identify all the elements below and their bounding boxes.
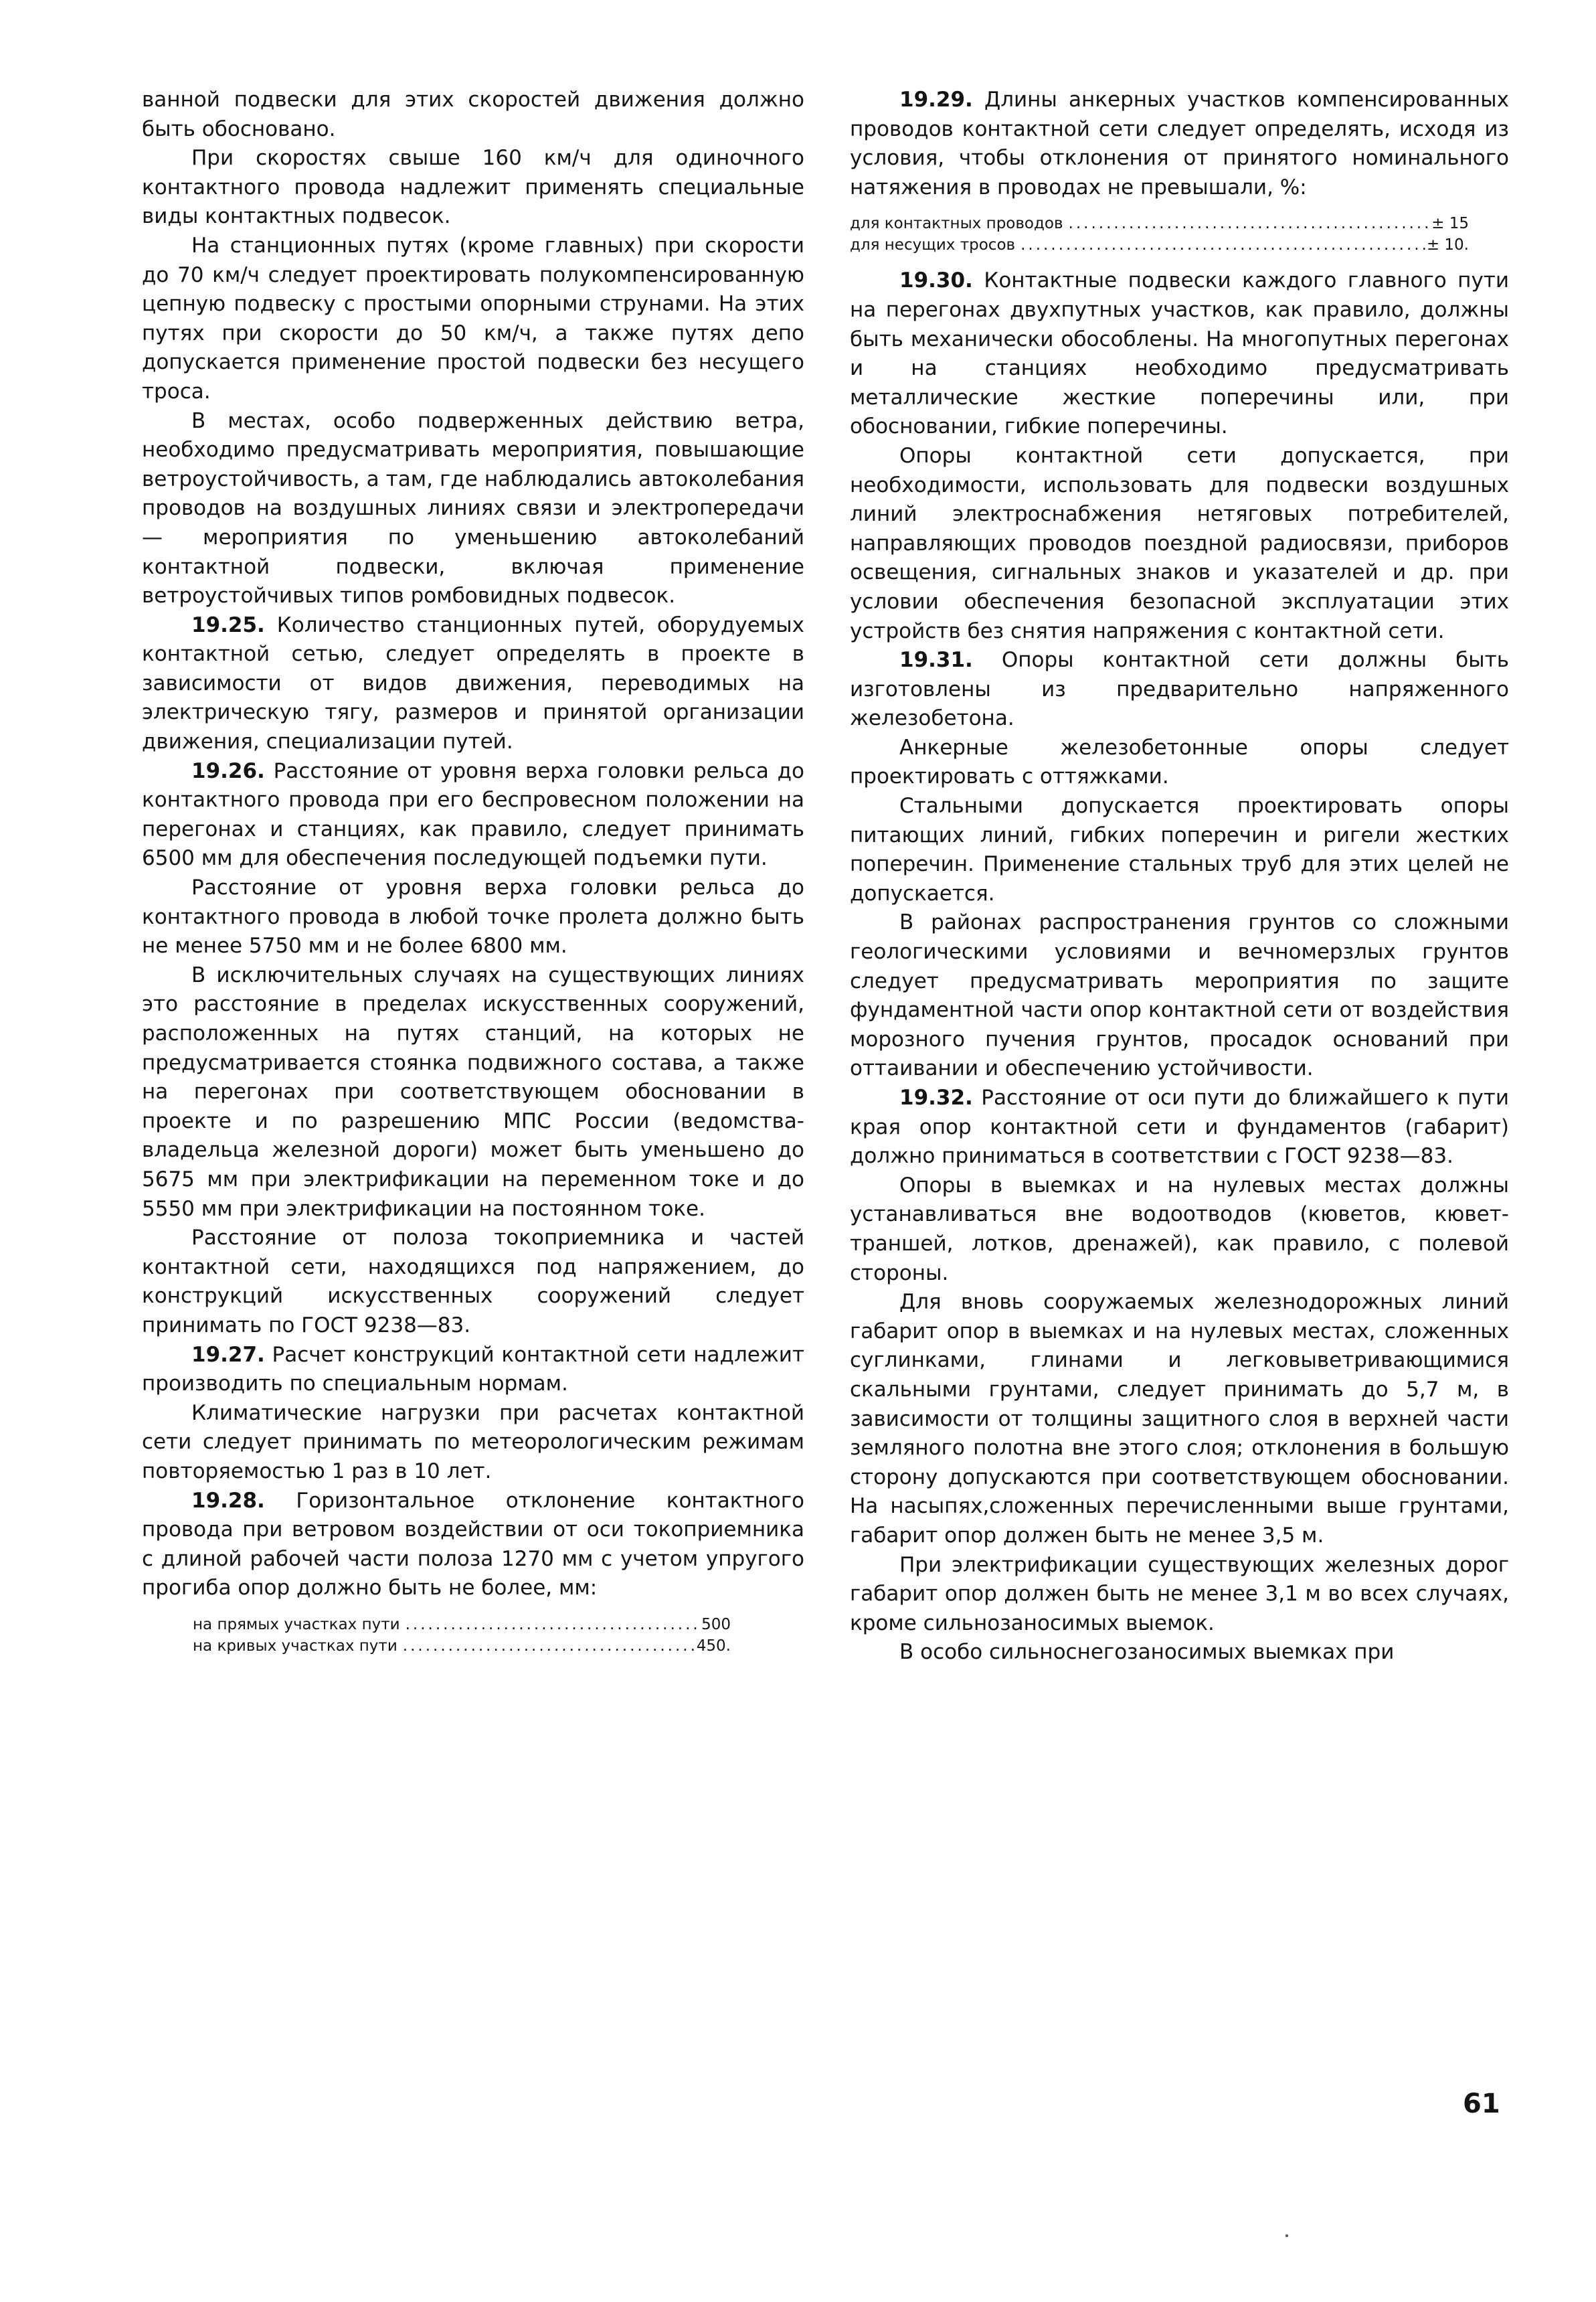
section-number: 19.25. — [191, 612, 265, 637]
leader-dots — [397, 1635, 697, 1657]
leader-value: 450. — [696, 1637, 731, 1655]
paragraph: Расстояние от полоза токоприемника и частей контактной сети, находящихся под напряжением, до конструкций искусственных сооружений следует принимать по ГОСТ 9238—83. — [142, 1226, 804, 1337]
leader-dots — [400, 1614, 702, 1635]
section-text: Расстояние от уровня верха головки рельса до контактного провода при его беспровесном положении на перегонах и станциях, как правило, следует принимать 6500 мм для обеспечения последующей подъемки пути. — [142, 758, 804, 871]
leader-dots — [1063, 213, 1432, 234]
section-number: 19.32. — [899, 1086, 973, 1110]
section-number: 19.26. — [191, 758, 265, 783]
paragraph: На станционных путях (кроме главных) при скорости до 70 км/ч следует проектировать полукомпенсированную цепную подвеску с простыми опорными струнами. На этих путях при скорости до 50 км/ч, а также путях депо допускается применение простой подвески без несущего троса. — [142, 233, 804, 404]
paragraph: При скоростях свыше 160 км/ч для одиночного контактного провода надлежит применять специальные виды контактных подвесок. — [142, 146, 804, 229]
leader-value: 500 — [701, 1615, 731, 1633]
section-number: 19.29. — [899, 88, 973, 112]
deflection-list — [193, 1614, 731, 1657]
section-number: 19.31. — [899, 648, 973, 673]
paragraph: ванной подвески для этих скоростей движения должно быть обосновано. — [142, 88, 804, 141]
section-19-29 — [850, 86, 1509, 202]
section-number: 19.28. — [191, 1488, 265, 1513]
leader-label: на кривых участках пути — [193, 1637, 397, 1655]
leader-dots — [1015, 234, 1427, 256]
leader-label: для контактных проводов — [850, 215, 1063, 233]
section-text: Контактные подвески каждого главного пути на перегонах двухпутных участков, как правило, должны быть механически обособлены. На многопутных перегонах и на станциях необходимо предусматривать металлические жесткие поперечины или, при обосновании, гибкие поперечины. — [850, 268, 1509, 439]
tension-list — [850, 213, 1469, 256]
leader-row — [193, 1635, 731, 1657]
section-19-26 — [142, 757, 804, 874]
paragraph: Анкерные железобетонные опоры следует проектировать с оттяжками. — [850, 735, 1509, 789]
section-number: 19.30. — [899, 268, 973, 293]
section-text: Расстояние от оси пути до ближайшего к пути края опор контактной сети и фундаментов (габарит) должно приниматься в соответствии с ГОСТ 9238—83. — [850, 1086, 1509, 1169]
paragraph: Стальными допускается проектировать опоры питающих линий, гибких поперечин и ригели жестких поперечин. Применение стальных труб для этих целей не допускается. — [850, 794, 1509, 906]
section-number: 19.27. — [191, 1342, 265, 1367]
leader-label: для несущих тросов — [850, 236, 1016, 254]
paragraph: Для вновь сооружаемых железнодорожных линий габарит опор в выемках и на нулевых местах, сложенных суглинками, глинами и легковыветривающимися скальными грунтами, следует принимать до 5,7 м, в зависимости от толщины защитного слоя в верхней части земляного полотна вне этого слоя; отклонения в большую сторону допускаются при соответствующем обосновании. На насыпях,сложенных перечисленными выше грунтами, габарит опор должен быть не менее 3,5 м. — [850, 1290, 1509, 1548]
paragraph: Климатические нагрузки при расчетах контактной сети следует принимать по метеорологическим режимам повторяемостью 1 раз в 10 лет. — [142, 1400, 804, 1483]
leader-value: ± 10. — [1426, 236, 1469, 254]
paragraph: При электрификации существующих железных дорог габарит опор должен быть не менее 3,1 м во всех случаях, кроме сильнозаносимых выемок. — [850, 1552, 1509, 1635]
paragraph: В местах, особо подверженных действию ветра, необходимо предусматривать мероприятия, повышающие ветроустойчивость, а там, где наблюдались автоколебания проводов на воздушных линиях связи и электропередачи — мероприятия по уменьшению автоколебаний контактной подвески, включая применение ветроустойчивых типов ромбовидных подвесок. — [142, 408, 804, 608]
page-number: 61 — [1463, 2088, 1500, 2119]
leader-value: ± 15 — [1431, 215, 1469, 233]
leader-row — [193, 1614, 731, 1635]
section-19-28 — [142, 1487, 804, 1603]
section-19-30 — [850, 266, 1509, 442]
paragraph: В районах распространения грунтов со сложными геологическими условиями и вечномерзлых грунтов следует предусматривать мероприятия по защите фундаментной части опор контактной сети от воздействия морозного пучения грунтов, просадок оснований при оттаивании и обеспечению устойчивости. — [850, 910, 1509, 1081]
paragraph: Расстояние от уровня верха головки рельса до контактного провода в любой точке пролета должно быть не менее 5750 мм и не более 6800 мм. — [142, 876, 804, 959]
section-19-27 — [142, 1341, 804, 1399]
section-text: Горизонтальное отклонение контактного провода при ветровом воздействии от оси токоприемника с длиной рабочей части полоза 1270 мм с учетом упругого прогиба опор должно быть не более, мм: — [142, 1488, 804, 1600]
paragraph: В исключительных случаях на существующих линиях это расстояние в пределах искусственных сооружений, расположенных на путях станций, на которых не предусматривается стоянка подвижного состава, а также на перегонах при соответствующем обосновании в проекте и по разрешению МПС России (ведомства-владельца железной дороги) может быть уменьшено до 5675 мм при электрификации на переменном токе и до 5550 мм при электрификации на постоянном токе. — [142, 963, 804, 1221]
section-text: Длины анкерных участков компенсированных проводов контактной сети следует определять, исходя из условия, чтобы отклонения от принятого номинального натяжения в проводах не превышали, %: — [850, 88, 1509, 199]
right-column — [850, 86, 1509, 1667]
left-column — [142, 86, 804, 1667]
leader-row — [850, 234, 1469, 256]
section-19-25 — [142, 611, 804, 757]
leader-label: на прямых участках пути — [193, 1615, 400, 1633]
paragraph: Опоры в выемках и на нулевых местах должны устанавливаться вне водоотводов (кюветов, кювет-траншей, лотков, дренажей), как правило, с полевой стороны. — [850, 1173, 1509, 1285]
section-19-32 — [850, 1084, 1509, 1171]
paragraph: В особо сильноснегозаносимых выемках при — [899, 1640, 1395, 1665]
scan-speck — [1285, 2234, 1288, 2237]
paragraph: Опоры контактной сети допускается, при необходимости, использовать для подвески воздушных линий электроснабжения нетяговых потребителей, направляющих проводов поездной радиосвязи, приборов освещения, сигнальных знаков и указателей и др. при условии обеспечения безопасной эксплуатации этих устройств без снятия напряжения с контактной сети. — [850, 443, 1509, 643]
leader-row — [850, 213, 1469, 234]
section-text: Опоры контактной сети должны быть изготовлены из предварительно напряженного железобетона. — [850, 648, 1509, 731]
section-19-31 — [850, 646, 1509, 734]
section-text: Количество станционных путей, оборудуемых контактной сетью, следует определять в проекте в зависимости от видов движения, переводимых на электрическую тягу, размеров и принятой организации движения, специализации путей. — [142, 612, 804, 754]
section-text: Расчет конструкций контактной сети надлежит производить по специальным нормам. — [142, 1342, 804, 1396]
